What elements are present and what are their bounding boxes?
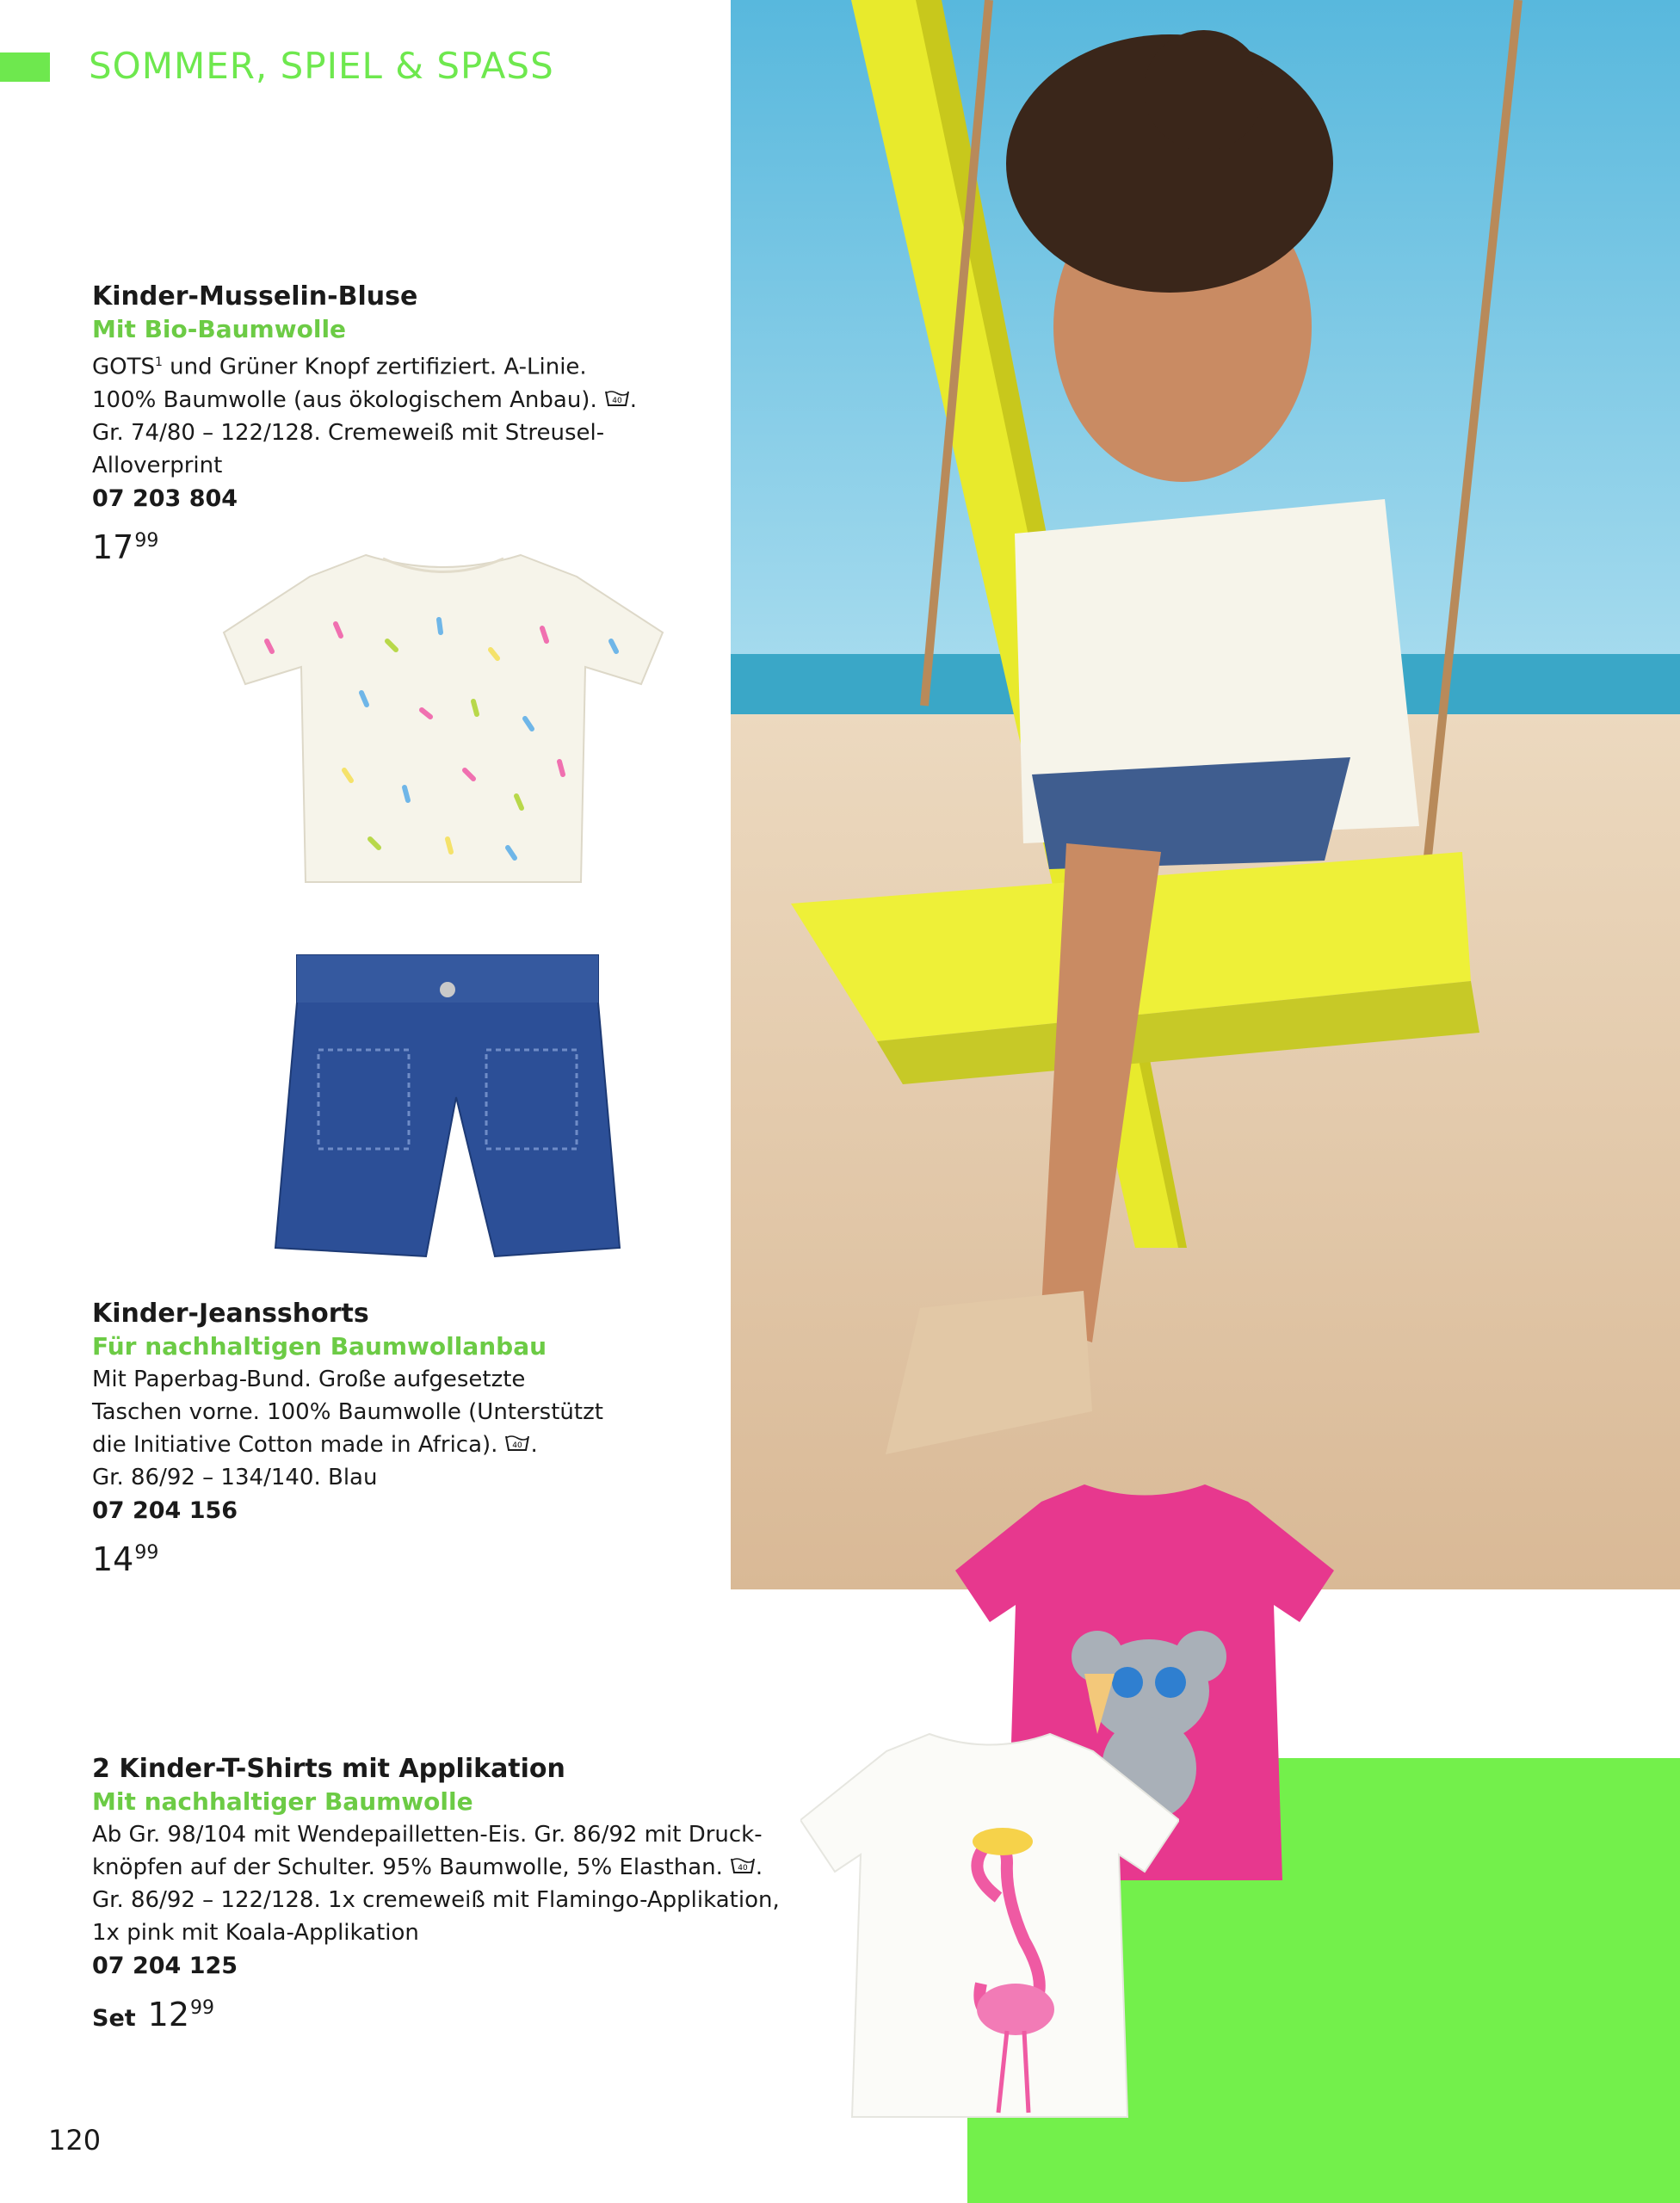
product-tshirts	[92, 1753, 867, 2040]
price-main: 14	[92, 1540, 134, 1578]
price-main: 12	[147, 1996, 190, 2033]
wash-40-icon	[730, 1855, 756, 1876]
description-text: . Gr. 74/80 – 122/128. Cremeweiß mit Streusel- Alloverprint	[92, 386, 637, 478]
price-prefix: Set	[92, 2005, 136, 2032]
white-tshirt-image	[800, 1725, 1179, 2121]
price-cents: 99	[190, 1997, 215, 2019]
product-description	[92, 1363, 781, 1494]
product-name: Kinder-Jeansshorts	[92, 1299, 369, 1329]
article-number: 07 204 125	[92, 1953, 238, 1979]
svg-text:40: 40	[512, 1441, 523, 1450]
description-text: . Gr. 86/92 – 122/128. 1x cremeweiß mit Flamingo-Applikation, 1x pink mit Koala-Applikation	[92, 1854, 780, 1946]
description-text: und Grüner Knopf zertifiziert. A-Linie. 100% Baumwolle (aus ökologischem Anbau).	[92, 354, 597, 413]
product-description	[92, 346, 781, 482]
section-marker	[0, 52, 50, 82]
product-description	[92, 1818, 867, 1949]
product-claim: Für nachhaltigen Baumwollanbau	[92, 1332, 547, 1361]
product-jeansshorts	[92, 1298, 781, 1581]
price-cents: 99	[134, 1542, 159, 1564]
price-main: 17	[92, 528, 134, 566]
wash-40-icon	[504, 1433, 530, 1453]
product-claim: Mit nachhaltiger Baumwolle	[92, 1787, 473, 1816]
product-name: Kinder-Musselin-Bluse	[92, 281, 418, 312]
description-text: Ab Gr. 98/104 mit Wendepailletten-Eis. Gr. 86/92 mit Druck- knöpfen auf der Schulter. 95% Baumwolle, 5% Elasthan.	[92, 1822, 763, 1880]
article-number: 07 203 804	[92, 484, 238, 512]
svg-text:40: 40	[738, 1864, 748, 1873]
section-title: SOMMER, SPIEL & SPASS	[89, 45, 554, 87]
description-text: . Gr. 86/92 – 134/140. Blau	[92, 1432, 538, 1490]
price	[92, 1987, 867, 2040]
article-number: 07 204 156	[92, 1497, 238, 1524]
product-claim: Mit Bio-Baumwolle	[92, 315, 347, 343]
page-number: 120	[48, 2124, 102, 2157]
description-text: GOTS	[92, 354, 155, 380]
hero-photo	[731, 0, 1680, 1589]
price-cents: 99	[134, 529, 159, 552]
blouse-product-image	[215, 538, 671, 891]
description-text: Mit Paperbag-Bund. Große aufgesetzte Taschen vorne. 100% Baumwolle (Unterstützt die Initiative Cotton made in Africa).	[92, 1367, 603, 1458]
wash-40-icon	[604, 388, 630, 409]
product-name: 2 Kinder-T-Shirts mit Applikation	[92, 1754, 565, 1784]
jeansshorts-product-image	[258, 938, 637, 1274]
footnote-marker: 1	[155, 355, 163, 369]
price	[92, 1532, 781, 1581]
product-blouse	[92, 281, 781, 569]
svg-text:40: 40	[611, 396, 622, 405]
